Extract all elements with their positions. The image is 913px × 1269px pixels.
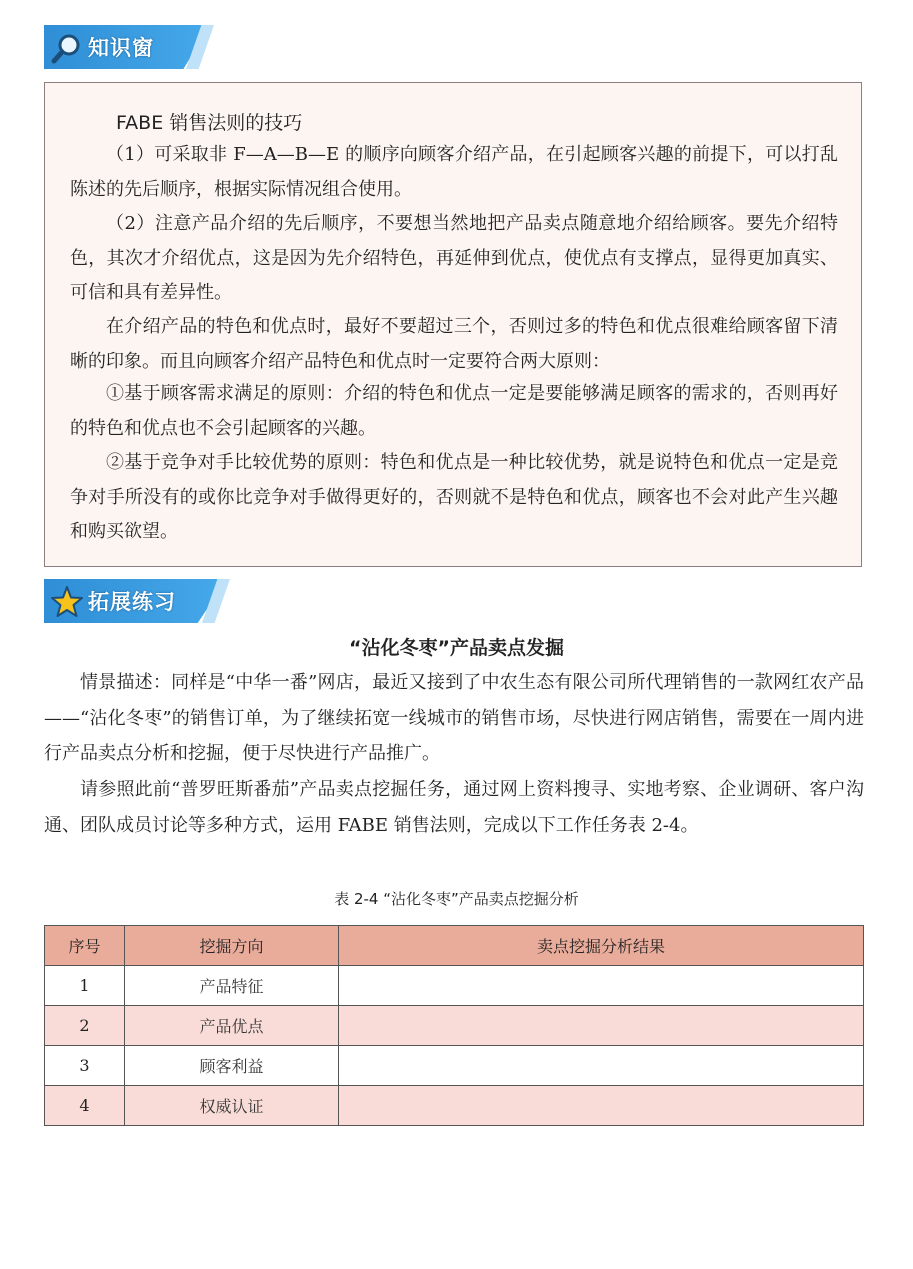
row-result-cell[interactable]: [339, 1086, 864, 1126]
header-no: 序号: [45, 926, 125, 966]
row-direction: 产品优点: [125, 1006, 339, 1046]
knowledge-paragraph-5: ②基于竞争对手比较优势的原则：特色和优点是一种比较优势，就是说特色和优点一定是竞争对手所没有的或你比竞争对手做得更好的，否则就不是特色和优点，顾客也不会对此产生兴趣和购买欲望。: [70, 452, 838, 542]
practice-paragraph-2: 请参照此前“普罗旺斯番茄”产品卖点挖掘任务，通过网上资料搜寻、实地考察、企业调研、客户沟通、团队成员讨论等多种方式，运用 FABE 销售法则，完成以下工作任务表 2-4。: [44, 779, 864, 836]
row-direction: 顾客利益: [125, 1046, 339, 1086]
table-row: [45, 1086, 864, 1126]
practice-paragraph-1: 情景描述：同样是“中华一番”网店，最近又接到了中农生态有限公司所代理销售的一款网红农产品——“沾化冬枣”的销售订单，为了继续拓宽一线城市的销售市场，尽快进行网店销售，需要在一周内进行产品卖点分析和挖掘，便于尽快进行产品推广。: [44, 672, 864, 764]
row-direction: 权威认证: [125, 1086, 339, 1126]
row-result-cell[interactable]: [339, 1006, 864, 1046]
analysis-table: [44, 925, 864, 1126]
table-header-row: [45, 926, 864, 966]
knowledge-paragraph-4: ①基于顾客需求满足的原则：介绍的特色和优点一定是要能够满足顾客的需求的，否则再好的特色和优点也不会引起顾客的兴趣。: [70, 383, 838, 439]
row-no: 4: [45, 1086, 125, 1126]
knowledge-box-title: FABE 销售法则的技巧: [116, 112, 303, 134]
table-caption: 表 2-4 “沾化冬枣”产品卖点挖掘分析: [334, 890, 579, 908]
knowledge-banner: [44, 25, 210, 69]
knowledge-paragraph-1: （1）可采取非 F—A—B—E 的顺序向顾客介绍产品，在引起顾客兴趣的前提下，可以打乱陈述的先后顺序，根据实际情况组合使用。: [70, 144, 838, 200]
row-result-cell[interactable]: [339, 1046, 864, 1086]
practice-banner: [44, 579, 227, 623]
header-direction: 挖掘方向: [125, 926, 339, 966]
row-result-cell[interactable]: [339, 966, 864, 1006]
knowledge-banner-label: 知识窗: [88, 36, 154, 60]
magnifier-icon: [50, 31, 84, 65]
practice-banner-label: 拓展练习: [88, 590, 176, 614]
row-no: 1: [45, 966, 125, 1006]
header-result: 卖点挖掘分析结果: [339, 926, 864, 966]
table-row: [45, 1046, 864, 1086]
row-direction: 产品特征: [125, 966, 339, 1006]
table-row: [45, 1006, 864, 1046]
table-row: [45, 966, 864, 1006]
row-no: 3: [45, 1046, 125, 1086]
knowledge-paragraph-2: （2）注意产品介绍的先后顺序，不要想当然地把产品卖点随意地介绍给顾客。要先介绍特色，其次才介绍优点，这是因为先介绍特色，再延伸到优点，使优点有支撑点，显得更加真实、可信和具有差异性。: [70, 213, 838, 303]
star-icon: [50, 585, 84, 619]
row-no: 2: [45, 1006, 125, 1046]
practice-title: “沾化冬枣”产品卖点发掘: [349, 637, 564, 659]
knowledge-paragraph-3: 在介绍产品的特色和优点时，最好不要超过三个，否则过多的特色和优点很难给顾客留下清晰的印象。而且向顾客介绍产品特色和优点时一定要符合两大原则：: [70, 316, 838, 372]
